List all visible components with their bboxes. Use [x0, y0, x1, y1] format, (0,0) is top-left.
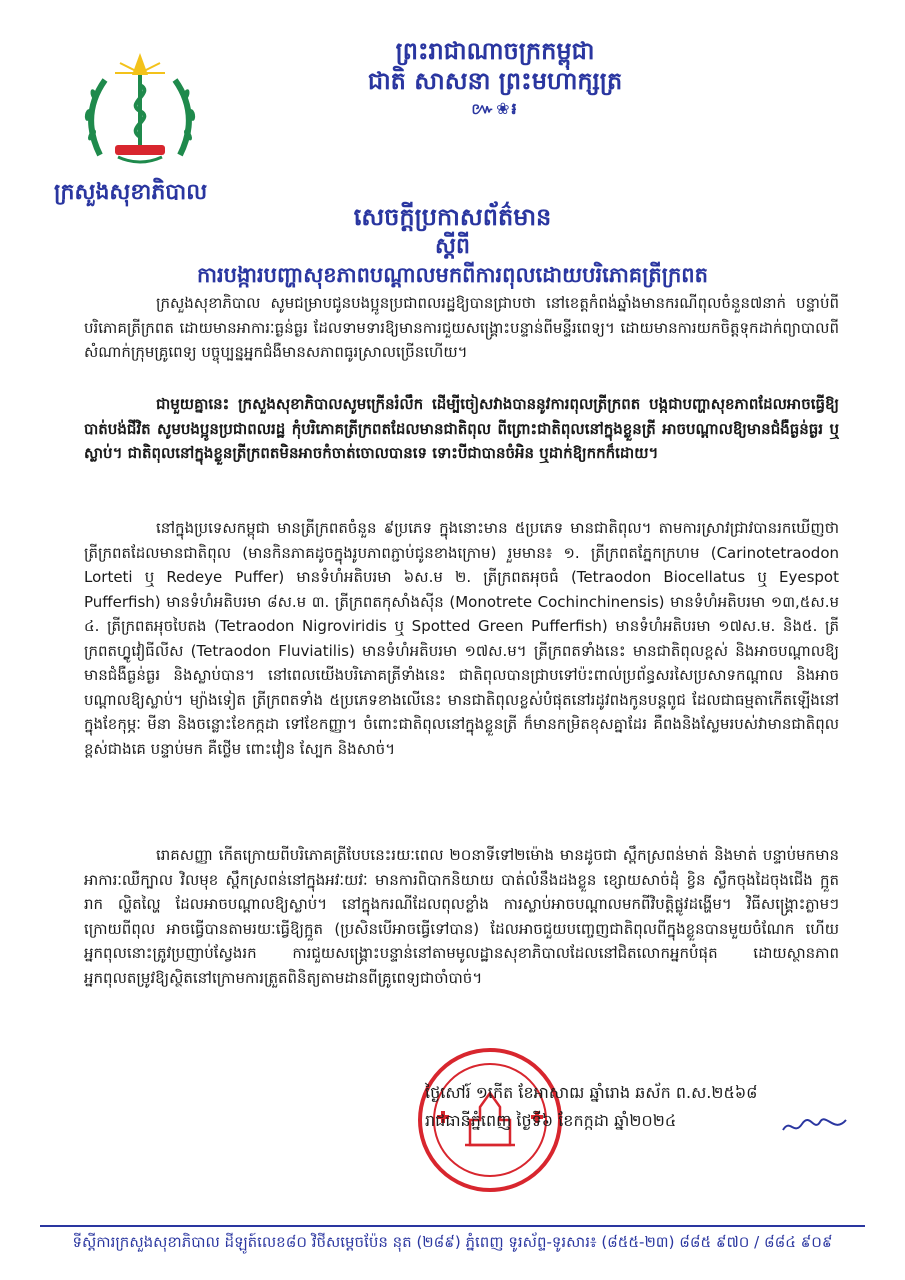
document-title: សេចក្ដីប្រកាសព័ត៌មាន	[353, 203, 552, 231]
header-ornament: ៚❀៛	[471, 99, 519, 118]
ministry-name: ក្រសួងសុខាភិបាល	[54, 180, 208, 205]
paragraph-warning: ជាមួយគ្នានេះ ក្រសួងសុខាភិបាលសូមក្រើនរំលឹក ដើម្បីចៀសវាងបាននូវការពុលត្រីក្រពត បង្កជាបញ្ហាសុខភាពដែលអាចធ្វើឱ្យបាត់បង់ជីវិត សូមបងប្អូនប្រជាពលរដ្ឋ កុំបរិភោគត្រីក្រពតដែលមានជាតិពុល ពីព្រោះជាតិពុលនៅក្នុងខ្លួនត្រី អាចបណ្តាលឱ្យមានជំងឺធ្ងន់ធ្ងរ ឬស្លាប់។ ជាតិពុលនៅក្នុងខ្លួនត្រីក្រពតមិនអាចកំចាត់ចោលបានទេ ទោះបីជាបានចំអិន ឬដាក់ឱ្យកកក៏ដោយ។	[84, 395, 839, 462]
national-motto: ជាតិ សាសនា ព្រះមហាក្សត្រ	[367, 67, 623, 95]
paragraph-symptoms: រោគសញ្ញា កើតក្រោយពីបរិភោគត្រីបែបនេះរយៈពេល ២០នាទីទៅ២ម៉ោង មានដូចជា ស្ពឹកស្រពន់មាត់ និងមាត់ បន្ទាប់មកមានអាការៈឈឺក្បាល វិលមុខ ស្ពឹកស្រពន់នៅក្នុងអវៈយវៈ មានការពិបាកនិយាយ បាត់លំនឹងដងខ្លួន ខ្សោយសាច់ដុំ ខ្វិន ស្លឹកចុងដៃចុងជើង ក្អួត រាក ល្ហិតល្ហៃ ដែលអាចបណ្តាលឱ្យស្លាប់។ នៅក្នុងករណីដែលពុលខ្លាំង ការស្លាប់អាចបណ្តាលមកពីវិបត្តិផ្លូវដង្ហើម។ វិធីសង្គ្រោះភ្លាមៗ ក្រោយពីពុល អាចធ្វើបានតាមរយៈធ្វើឱ្យក្អួត (ប្រសិនបើអាចធ្វើទៅបាន) ដែលអាចជួយបញ្ចេញជាតិពុលពីក្នុងខ្លួនបានមួយចំណែក ហើយអ្នកពុលនោះត្រូវប្រញាប់ស្វែងរក ការជួយសង្គ្រោះបន្ទាន់នៅតាមមូលដ្ឋានសុខាភិបាលដែលនៅជិតលោកអ្នកបំផុត ដោយស្ថានភាពអ្នកពុលតម្រូវឱ្យស្ថិតនៅក្រោមការត្រួតពិនិត្យតាមដានពីគ្រូពេទ្យជាចាំបាច់។	[84, 846, 839, 987]
lunar-date: ថ្ងៃសៅរ៍ ១កើត ខែអាសាឍ ឆ្នាំរោង ឆស័ក ព.ស.២៥៦៨	[425, 1083, 758, 1102]
document-subtitle-about: ស្ដីពី	[435, 234, 470, 259]
solar-date: រាជធានីភ្នំពេញ ថ្ងៃទី៦ ខែកក្កដា ឆ្នាំ២០២៤	[425, 1111, 677, 1130]
paragraph-species: នៅក្នុងប្រទេសកម្ពុជា មានត្រីក្រពតចំនួន ៩ប្រភេទ ក្នុងនោះមាន ៥ប្រភេទ មានជាតិពុល។ តាមការស្រាវជ្រាវបានរកឃើញថា ត្រីក្រពតដែលមានជាតិពុល (មានកិនភាគដូចក្នុងរូបភាពភ្ជាប់ជូនខាងក្រោម) រួមមាន៖ ១. ត្រីក្រពតភ្នែកក្រហម (Carinotetraodon Lorteti ឬ Redeye Puffer) មានទំហំអតិបរមា ៦ស.ម ២. ត្រីក្រពតអុចធំ (Tetraodon Biocellatus ឬ Eyespot Pufferfish) មានទំហំអតិបរមា ៨ស.ម ៣. ត្រីក្រពតកុសាំងស៊ីន (Monotrete Cochinchinensis) មានទំហំអតិបរមា ១៣,៥ស.ម ៤. ត្រីក្រពតអុចបៃតង (Tetraodon Nigroviridis ឬ Spotted Green Pufferfish) មានទំហំអតិបរមា ១៧ស.ម. និង៥. ត្រីក្រពតហ្វ្លូវៀធីលីស (Tetraodon Fluviatilis) មានទំហំអតិបរមា ១៧ស.ម។ ត្រីក្រពតទាំងនេះ មានជាតិពុលខ្ពស់ និងអាចបណ្តាលឱ្យមានជំងឺធ្ងន់ធ្ងរ និងស្លាប់បាន។ នៅពេលយើងបរិភោគត្រីទាំងនេះ ជាតិពុលបានជ្រាបទៅប៉ះពាល់ប្រព័ន្ធសរសៃប្រសាទកណ្តាល និងអាចបណ្តាលឱ្យស្លាប់។ ម្យ៉ាងទៀត ត្រីក្រពតទាំង ៥ប្រភេទខាងលើនេះ មានជាតិពុលខ្លស់បំផុតនៅរដូវពងកូនបន្តពូជ ដែលជាធម្មតាកើតឡើងនៅក្នុងខែកុម្ភៈ មីនា និងចន្លោះខែកក្កដា ទៅខែកញ្ញា។ ចំពោះជាតិពុលនៅក្នុងខ្លួនត្រី ក៏មានកម្រិតខុសគ្នាដែរ គឺពងនិងស្លែមរបស់វាមានជាតិពុលខ្ពស់ជាងគេ បន្ទាប់មក គឺថ្លើម ពោះវៀន ស្បែក និងសាច់។	[84, 519, 839, 758]
paragraph-incident: ក្រសួងសុខាភិបាល សូមជម្រាបជូនបងប្អូនប្រជាពលរដ្ឋឱ្យបានជ្រាបថា នៅខេត្តកំពង់ឆ្នាំងមានករណីពុលចំនួន៧នាក់ បន្ទាប់ពីបរិភោគត្រីក្រពត ដោយមានអាការៈធ្ងន់ធ្ងរ ដែលទាមទារឱ្យមានការជួយសង្គ្រោះបន្ទាន់ពីមន្ទីរពេទ្យ។ ដោយមានការយកចិត្តទុកដាក់ព្យាបាលពីសំណាក់ក្រុមគ្រូពេទ្យ បច្ចុប្បន្នអ្នកជំងឺមានសភាពធូរស្រាលច្រើនហើយ។	[84, 294, 839, 361]
footer-address: ទីស្ដីការក្រសួងសុខាភិបាល ដីឡូត៍លេខ៨០ វិថីសម្ដេចប៉ែន នុត (២៨៩) ភ្នំពេញ ទូរស័ព្ទ-ទូរសារ៖ (៨៥៥-២៣) ៨៨៥ ៩៧០ / ៨៨៤ ៩០៩	[72, 1233, 833, 1251]
signature-initials-icon	[780, 1112, 850, 1144]
footer-divider	[40, 1225, 865, 1227]
ministry-of-health-emblem-icon	[70, 45, 210, 185]
kingdom-title: ព្រះរាជាណាចក្រកម្ពុជា	[395, 37, 595, 65]
document-subject: ការបង្ការបញ្ហាសុខភាពបណ្ដាលមកពីការពុលដោយបរិភោគត្រីក្រពត	[197, 263, 708, 287]
